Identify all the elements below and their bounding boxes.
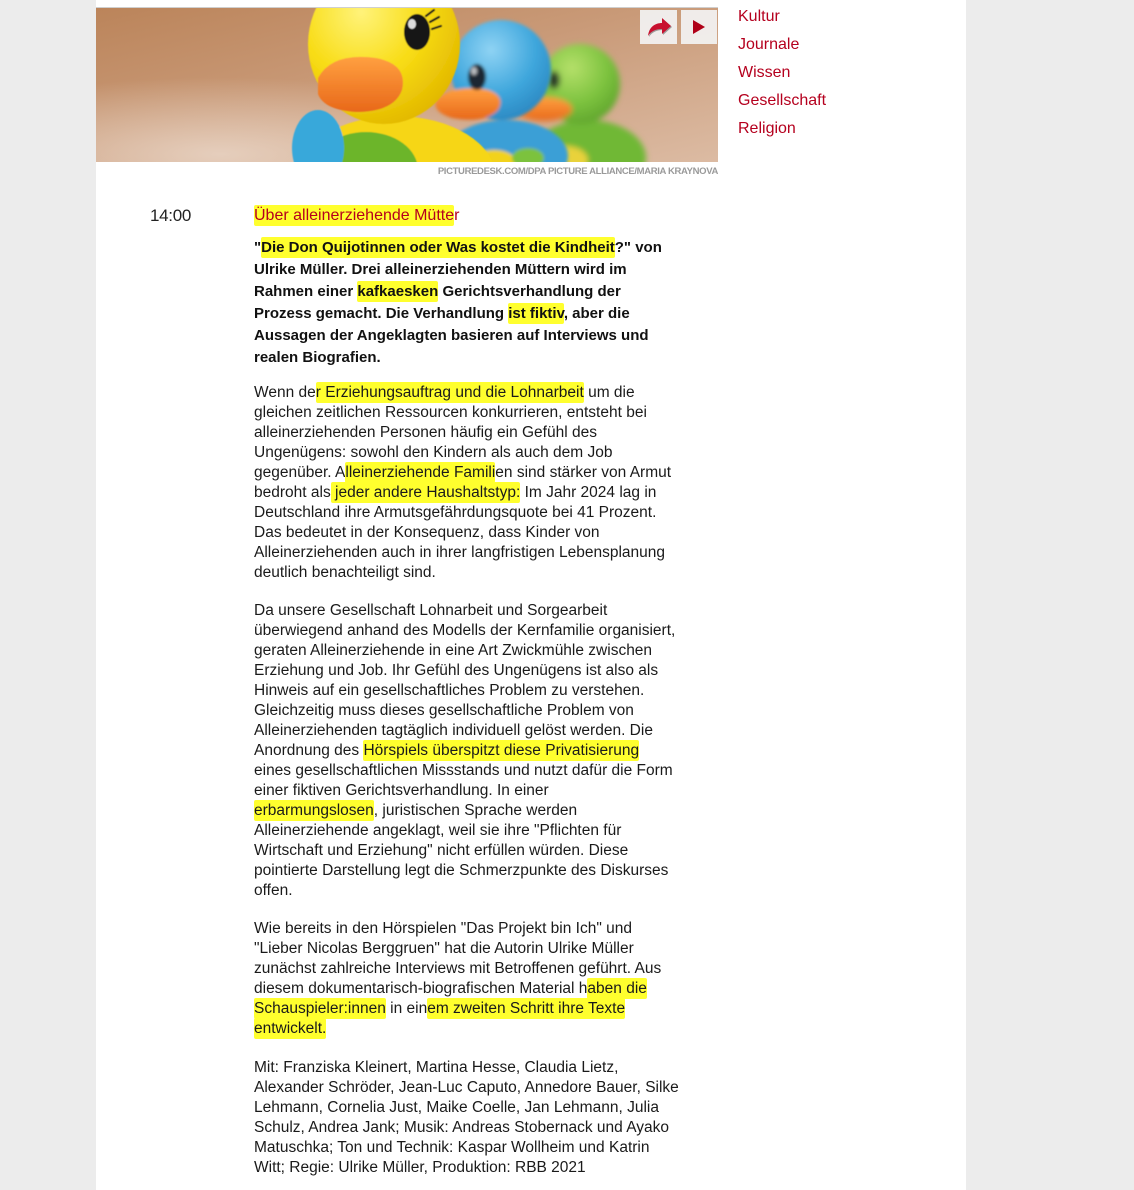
text-segment: Erziehung und Job. Ihr Gefühl des Ungenügens ist also als	[254, 662, 659, 679]
text-line	[254, 463, 724, 483]
text-segment: Hinweis auf ein gesellschaftliches Problem zu verstehen.	[254, 682, 645, 699]
text-line	[254, 325, 724, 347]
play-icon	[692, 19, 706, 35]
text-line	[254, 761, 724, 781]
text-segment: bedroht als	[254, 484, 331, 501]
program-time: 14:00	[150, 206, 192, 225]
program-article	[254, 206, 724, 1178]
text-segment: Alleinerziehenden auch in ihrer langfristigen Lebensplanung	[254, 544, 666, 561]
text-segment: gleichen zeitlichen Ressourcen konkurrieren, entsteht bei	[254, 404, 647, 421]
text-line	[254, 403, 724, 423]
text-segment: gegenüber. A	[254, 464, 346, 481]
sidebar-item	[738, 34, 826, 62]
text-segment: Anordnung des	[254, 742, 364, 759]
text-segment: r	[454, 207, 460, 224]
text-line	[254, 741, 724, 761]
program-title[interactable]	[254, 206, 724, 226]
sidebar-link-gesellschaft[interactable]: Gesellschaft	[738, 92, 827, 109]
text-segment: Wirtschaft und Erziehung" nicht erfüllen würden. Diese	[254, 842, 629, 859]
text-line	[254, 661, 724, 681]
text-segment: zunächst zahlreiche Interviews mit Betroffenen geführt. Aus	[254, 960, 662, 977]
text-line	[254, 483, 724, 503]
text-segment: realen Biografien.	[254, 349, 381, 366]
text-line	[254, 503, 724, 523]
play-button[interactable]	[681, 10, 717, 44]
text-line	[254, 563, 724, 583]
text-line	[254, 681, 724, 701]
text-segment: Da unsere Gesellschaft Lohnarbeit und Sorgearbeit	[254, 602, 608, 619]
text-line	[254, 1118, 724, 1138]
text-line	[254, 259, 724, 281]
text-segment: Ungenügens: sowohl den Kindern als auch dem Job	[254, 444, 613, 461]
highlighted-text: entwickelt.	[254, 1020, 327, 1037]
text-segment: Rahmen einer	[254, 283, 358, 300]
text-line	[254, 1158, 724, 1178]
highlighted-text: aben die	[587, 980, 647, 997]
image-credit: PICTUREDESK.COM/DPA PICTURE ALLIANCE/MARIA KRAYNOVA	[437, 166, 718, 177]
highlighted-text: ist fiktiv	[508, 305, 564, 322]
text-segment: Prozess gemacht. Die Verhandlung	[254, 305, 509, 322]
text-segment: Alexander Schröder, Jean-Luc Caputo, Annedore Bauer, Silke	[254, 1079, 679, 1096]
text-line	[254, 721, 724, 741]
highlighted-text: lleinerziehende Famili	[345, 464, 496, 481]
text-line	[254, 701, 724, 721]
text-line	[254, 781, 724, 801]
text-segment: Alleinerziehenden tagtäglich individuell gelöst werden. Die	[254, 722, 653, 739]
text-line	[254, 959, 724, 979]
text-line	[254, 1019, 724, 1039]
sidebar-link-religion[interactable]: Religion	[738, 120, 796, 137]
text-segment: Matuschka; Ton und Technik: Kaspar Wollheim und Katrin	[254, 1139, 650, 1156]
text-segment: deutlich benachteiligt sind.	[254, 564, 436, 581]
sidebar-nav	[738, 6, 826, 146]
text-segment: Deutschland ihre Armutsgefährdungsquote bei 41 Prozent.	[254, 504, 657, 521]
text-segment: diesem dokumentarisch-biografischen Material h	[254, 980, 588, 997]
text-segment: "	[254, 239, 262, 256]
text-segment: , juristischen Sprache werden	[373, 802, 578, 819]
text-segment: Ulrike Müller. Drei alleinerziehenden Müttern wird im	[254, 261, 627, 278]
text-line	[254, 543, 724, 563]
text-segment: Das bedeutet in der Konsequenz, dass Kinder von	[254, 524, 600, 541]
text-segment: Gleichzeitig muss dieses gesellschaftliche Problem von	[254, 702, 634, 719]
sidebar-item	[738, 90, 826, 118]
text-line	[254, 1098, 724, 1118]
text-line	[254, 821, 724, 841]
text-line	[254, 641, 724, 661]
text-segment: en sind stärker von Armut	[495, 464, 672, 481]
highlighted-text: em zweiten Schritt ihre Texte	[427, 1000, 626, 1017]
text-segment: pointierte Darstellung legt die Schmerzpunkte des Diskurses	[254, 862, 669, 879]
sidebar-item	[738, 62, 826, 90]
text-line	[254, 919, 724, 939]
text-line	[254, 423, 724, 443]
text-segment: Im Jahr 2024 lag in	[520, 484, 657, 501]
text-line	[254, 383, 724, 403]
description-paragraph	[254, 601, 724, 901]
highlighted-text: Schauspieler:innen	[254, 1000, 386, 1017]
rubber-ducks-photo	[96, 8, 718, 162]
highlighted-text: r Erziehungsauftrag und die Lohnarbeit	[315, 384, 584, 401]
share-arrow-icon	[646, 16, 672, 38]
text-line	[254, 801, 724, 821]
text-line	[254, 999, 724, 1019]
text-segment: Wie bereits in den Hörspielen "Das Projekt bin Ich" und	[254, 920, 633, 937]
text-segment: geraten Alleinerziehende in eine Art Zwickmühle zwischen	[254, 642, 653, 659]
highlighted-text: jeder andere Haushaltstyp:	[330, 484, 521, 501]
text-segment: offen.	[254, 882, 293, 899]
text-segment: , aber die	[563, 305, 630, 322]
text-segment: alleinerziehenden Personen häufig ein Gefühl des	[254, 424, 597, 441]
sidebar-link-wissen[interactable]: Wissen	[738, 64, 791, 81]
credits-paragraph	[254, 1058, 724, 1178]
text-segment: Wenn de	[254, 384, 316, 401]
text-line	[254, 1078, 724, 1098]
text-line	[254, 841, 724, 861]
text-line	[254, 621, 724, 641]
text-line	[254, 281, 724, 303]
text-segment: ?" von	[614, 239, 662, 256]
text-segment: Mit: Franziska Kleinert, Martina Hesse, Claudia Lietz,	[254, 1059, 619, 1076]
highlighted-text: Hörspiels überspitzt diese Privatisierung	[363, 742, 640, 759]
text-segment: in ein	[385, 1000, 428, 1017]
highlighted-text: erbarmungslosen	[254, 802, 374, 819]
text-line	[254, 347, 724, 369]
sidebar-item	[738, 118, 826, 146]
text-segment: Schulz, Andrea Jank; Musik: Andreas Stobernack und Ayako	[254, 1119, 670, 1136]
text-line	[254, 1058, 724, 1078]
text-segment: Witt; Regie: Ulrike Müller, Produktion: RBB 2021	[254, 1159, 586, 1176]
text-line	[254, 881, 724, 901]
program-lead	[254, 237, 724, 369]
description-paragraph	[254, 919, 724, 1039]
text-line	[254, 237, 724, 259]
text-segment: eines gesellschaftlichen Missstands und nutzt dafür die Form	[254, 762, 673, 779]
sidebar-link-journale[interactable]: Journale	[738, 36, 800, 53]
text-segment: Lehmann, Cornelia Just, Maike Coelle, Jan Lehmann, Julia	[254, 1099, 659, 1116]
text-segment: Aussagen der Angeklagten basieren auf Interviews und	[254, 327, 649, 344]
highlighted-text: Über alleinerziehende Mütte	[254, 207, 455, 224]
text-line	[254, 443, 724, 463]
text-segment: "Lieber Nicolas Berggruen" hat die Autorin Ulrike Müller	[254, 940, 634, 957]
description-paragraph	[254, 383, 724, 583]
text-segment: überwiegend anhand des Modells der Kernfamilie organisiert,	[254, 622, 676, 639]
text-line	[254, 861, 724, 881]
text-segment: um die	[583, 384, 635, 401]
share-button[interactable]	[640, 10, 677, 44]
text-segment: Alleinerziehende angeklagt, weil sie ihre "Pflichten für	[254, 822, 622, 839]
text-segment: Gerichtsverhandlung der	[438, 283, 621, 300]
text-line	[254, 939, 724, 959]
sidebar-item	[738, 6, 826, 34]
highlighted-text: kafkaesken	[357, 283, 439, 300]
text-segment: einer fiktiven Gerichtsverhandlung. In einer	[254, 782, 549, 799]
highlighted-text: Die Don Quijotinnen oder Was kostet die Kindheit	[261, 239, 615, 256]
text-line	[254, 523, 724, 543]
text-line	[254, 979, 724, 999]
header-image	[96, 7, 718, 162]
text-line	[254, 303, 724, 325]
text-line	[254, 601, 724, 621]
text-line	[254, 1138, 724, 1158]
sidebar-link-kultur[interactable]: Kultur	[738, 8, 780, 25]
